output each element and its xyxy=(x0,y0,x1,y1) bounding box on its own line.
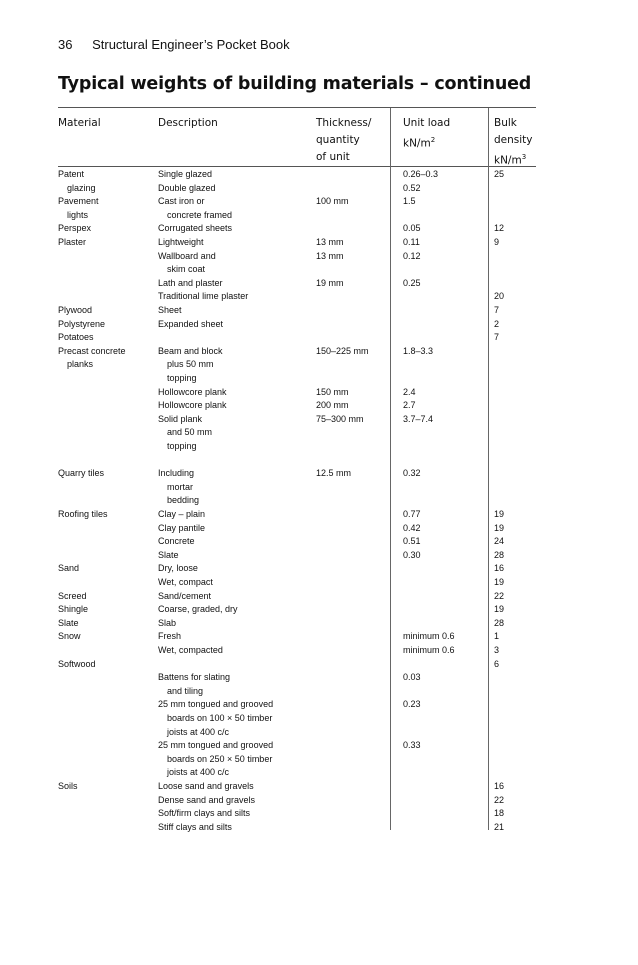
table-row xyxy=(0,739,638,753)
cell-description: joists at 400 c/c xyxy=(167,767,230,778)
table-row xyxy=(0,277,638,291)
cell-description: plus 50 mm xyxy=(167,359,214,370)
table-row xyxy=(0,263,638,277)
cell-unit-load: 0.77 xyxy=(403,509,421,519)
cell-thickness: 19 mm xyxy=(316,277,344,288)
table-row xyxy=(0,304,638,318)
cell-material: Soils xyxy=(58,781,78,791)
cell-description: 25 mm tongued and grooved xyxy=(158,699,274,710)
table-row xyxy=(0,766,638,780)
cell-unit-load: 0.52 xyxy=(403,182,421,193)
cell-bulk-density: 18 xyxy=(494,808,505,819)
cell-description: boards on 250 × 50 timber xyxy=(167,753,273,764)
cell-bulk-density: 28 xyxy=(494,549,505,560)
cell-description: Loose sand and gravels xyxy=(158,781,254,791)
table-row xyxy=(0,549,638,563)
cell-description: Beam and block xyxy=(158,345,223,356)
table-row xyxy=(0,426,638,440)
cell-description: Clay pantile xyxy=(158,522,206,533)
cell-bulk-density: 22 xyxy=(494,794,505,805)
cell-material: Shingle xyxy=(58,604,89,615)
cell-description: Battens for slating xyxy=(158,672,231,683)
cell-bulk-density: 19 xyxy=(494,577,505,587)
cell-bulk-density: 3 xyxy=(494,645,500,655)
table-row xyxy=(0,522,638,536)
cell-unit-load: 0.30 xyxy=(403,549,421,560)
cell-material: Roofing tiles xyxy=(58,509,108,519)
cell-description: 25 mm tongued and grooved xyxy=(158,740,274,751)
cell-description: Traditional lime plaster xyxy=(158,291,249,302)
cell-unit-load: 1.8–3.3 xyxy=(403,345,434,356)
cell-description: Including xyxy=(158,468,195,479)
cell-bulk-density: 21 xyxy=(494,821,505,832)
cell-description: Coarse, graded, dry xyxy=(158,604,238,615)
cell-bulk-density: 16 xyxy=(494,781,505,791)
cell-bulk-density: 16 xyxy=(494,563,505,574)
cell-description: Clay – plain xyxy=(158,509,206,519)
table-row xyxy=(0,807,638,821)
table-row xyxy=(0,576,638,590)
page-title: Typical weights of building materials – continued xyxy=(58,74,532,94)
table-header-rule xyxy=(58,166,536,167)
table-row xyxy=(0,712,638,726)
cell-bulk-density: 19 xyxy=(494,522,505,533)
table-row xyxy=(0,562,638,576)
cell-description: joists at 400 c/c xyxy=(167,726,230,737)
table-row xyxy=(0,508,638,522)
table-row xyxy=(0,182,638,196)
table-row xyxy=(0,168,638,182)
cell-unit-load: 3.7–7.4 xyxy=(403,413,434,424)
table-row xyxy=(0,671,638,685)
cell-thickness: 100 mm xyxy=(316,196,349,207)
header-description: Description xyxy=(158,117,218,129)
cell-material: Plywood xyxy=(58,305,93,315)
cell-description: Sand/cement xyxy=(158,590,212,601)
header-unit-load: Unit load $kN/m^2$ xyxy=(403,117,451,150)
header-thickness: Thickness/ quantity of unit xyxy=(316,117,372,163)
cell-material: Patent xyxy=(58,169,85,179)
cell-unit-load: 2.7 xyxy=(403,400,416,411)
cell-bulk-density: 19 xyxy=(494,509,505,519)
table-row xyxy=(0,780,638,794)
cell-bulk-density: 12 xyxy=(494,223,505,234)
cell-description: Hollowcore plank xyxy=(158,386,227,397)
cell-description: Slate xyxy=(158,549,179,560)
page-number: 36 xyxy=(58,37,73,52)
cell-bulk-density: 7 xyxy=(494,332,500,343)
cell-description: Expanded sheet xyxy=(158,318,224,329)
table-row xyxy=(0,222,638,236)
cell-thickness: 13 mm xyxy=(316,237,344,247)
cell-thickness: 150–225 mm xyxy=(316,345,369,356)
cell-description: Dense sand and gravels xyxy=(158,794,256,805)
table-row xyxy=(0,467,638,481)
header-material: Material xyxy=(58,117,101,129)
table-row xyxy=(0,821,638,835)
cell-unit-load: 0.03 xyxy=(403,672,421,683)
cell-description: mortar xyxy=(167,481,194,492)
cell-unit-load: 0.51 xyxy=(403,536,421,547)
table-row xyxy=(0,535,638,549)
cell-unit-load: 0.33 xyxy=(403,740,421,751)
cell-description: skim coat xyxy=(167,264,206,275)
cell-bulk-density: 9 xyxy=(494,237,500,247)
table-row xyxy=(0,195,638,209)
table-row xyxy=(0,372,638,386)
table-row xyxy=(0,318,638,332)
cell-material: glazing xyxy=(67,182,96,193)
cell-description: Lightweight xyxy=(158,237,204,247)
cell-unit-load: 0.12 xyxy=(403,250,421,261)
cell-thickness: 75–300 mm xyxy=(316,413,364,424)
cell-unit-load: 0.32 xyxy=(403,468,421,479)
cell-bulk-density: 24 xyxy=(494,536,505,547)
cell-description: topping xyxy=(167,373,197,383)
table-row xyxy=(0,399,638,413)
cell-bulk-density: 7 xyxy=(494,305,500,315)
cell-description: Wallboard and xyxy=(158,250,216,261)
cell-material: Plaster xyxy=(58,237,87,247)
table-row xyxy=(0,603,638,617)
cell-material: lights xyxy=(67,209,89,220)
table-row xyxy=(0,250,638,264)
cell-unit-load: 1.5 xyxy=(403,196,416,207)
cell-description: Slab xyxy=(158,617,177,628)
table-row xyxy=(0,331,638,345)
table-row xyxy=(0,685,638,699)
cell-description: Corrugated sheets xyxy=(158,223,233,234)
cell-description: Hollowcore plank xyxy=(158,400,227,411)
cell-material: Pavement xyxy=(58,196,99,207)
cell-unit-load: minimum 0.6 xyxy=(403,645,455,655)
table-row xyxy=(0,413,638,427)
cell-bulk-density: 2 xyxy=(494,318,500,329)
cell-bulk-density: 19 xyxy=(494,604,505,615)
cell-description: Soft/firm clays and silts xyxy=(158,808,251,819)
cell-description: concrete framed xyxy=(167,209,233,220)
cell-thickness: 200 mm xyxy=(316,400,349,411)
running-head xyxy=(58,37,290,52)
cell-material: Potatoes xyxy=(58,332,94,343)
cell-description: Single glazed xyxy=(158,169,213,179)
cell-thickness: 13 mm xyxy=(316,250,344,261)
cell-bulk-density: 1 xyxy=(494,631,500,642)
cell-material: Precast concrete xyxy=(58,345,126,356)
header-bulk-density: Bulk density $kN/m^3$ xyxy=(494,117,533,167)
cell-material: planks xyxy=(67,359,94,370)
cell-description: Concrete xyxy=(158,536,195,547)
table-row xyxy=(0,494,638,508)
table-row xyxy=(0,358,638,372)
cell-description: Fresh xyxy=(158,631,182,642)
cell-description: Wet, compacted xyxy=(158,645,223,655)
cell-description: Lath and plaster xyxy=(158,277,223,288)
table-row xyxy=(0,617,638,631)
cell-unit-load: 0.42 xyxy=(403,522,421,533)
table-row xyxy=(0,236,638,250)
cell-bulk-density: 28 xyxy=(494,617,505,628)
cell-description: Wet, compact xyxy=(158,577,213,587)
cell-bulk-density: 25 xyxy=(494,169,505,179)
book-title: Structural Engineer’s Pocket Book xyxy=(92,37,290,52)
cell-unit-load: 0.23 xyxy=(403,699,421,710)
cell-description: topping xyxy=(167,441,197,451)
cell-material: Screed xyxy=(58,590,87,601)
cell-material: Slate xyxy=(58,617,79,628)
table-row xyxy=(0,644,638,658)
table-row xyxy=(0,454,638,468)
cell-material: Snow xyxy=(58,631,81,642)
table-row xyxy=(0,753,638,767)
cell-material: Quarry tiles xyxy=(58,468,105,479)
cell-unit-load: 0.05 xyxy=(403,223,421,234)
cell-thickness: 150 mm xyxy=(316,386,349,397)
cell-unit-load: 0.26–0.3 xyxy=(403,169,439,179)
table-row xyxy=(0,290,638,304)
cell-material: Softwood xyxy=(58,658,96,669)
cell-material: Sand xyxy=(58,563,80,574)
cell-material: Perspex xyxy=(58,223,92,234)
cell-description: Sheet xyxy=(158,305,182,315)
table-row xyxy=(0,386,638,400)
cell-description: and tiling xyxy=(167,685,204,696)
table-top-rule xyxy=(58,107,536,108)
cell-material: Polystyrene xyxy=(58,318,106,329)
table-row xyxy=(0,698,638,712)
cell-unit-load: 0.25 xyxy=(403,277,421,288)
cell-description: Cast iron or xyxy=(158,196,205,207)
cell-unit-load: minimum 0.6 xyxy=(403,631,455,642)
cell-description: bedding xyxy=(167,495,200,506)
cell-description: Double glazed xyxy=(158,182,216,193)
table-row xyxy=(0,345,638,359)
table-row xyxy=(0,590,638,604)
table-row xyxy=(0,726,638,740)
table-row xyxy=(0,658,638,672)
table-row xyxy=(0,209,638,223)
table-row xyxy=(0,630,638,644)
cell-unit-load: 2.4 xyxy=(403,386,416,397)
table-row xyxy=(0,794,638,808)
cell-bulk-density: 6 xyxy=(494,658,500,669)
cell-bulk-density: 20 xyxy=(494,291,505,302)
cell-description: Stiff clays and silts xyxy=(158,821,232,832)
cell-description: boards on 100 × 50 timber xyxy=(167,713,273,723)
cell-unit-load: 0.11 xyxy=(403,237,420,247)
cell-description: Dry, loose xyxy=(158,563,198,574)
cell-thickness: 12.5 mm xyxy=(316,468,352,479)
cell-bulk-density: 22 xyxy=(494,590,505,601)
table-row xyxy=(0,440,638,454)
cell-description: Solid plank xyxy=(158,413,203,424)
cell-description: and 50 mm xyxy=(167,427,213,438)
table-row xyxy=(0,481,638,495)
